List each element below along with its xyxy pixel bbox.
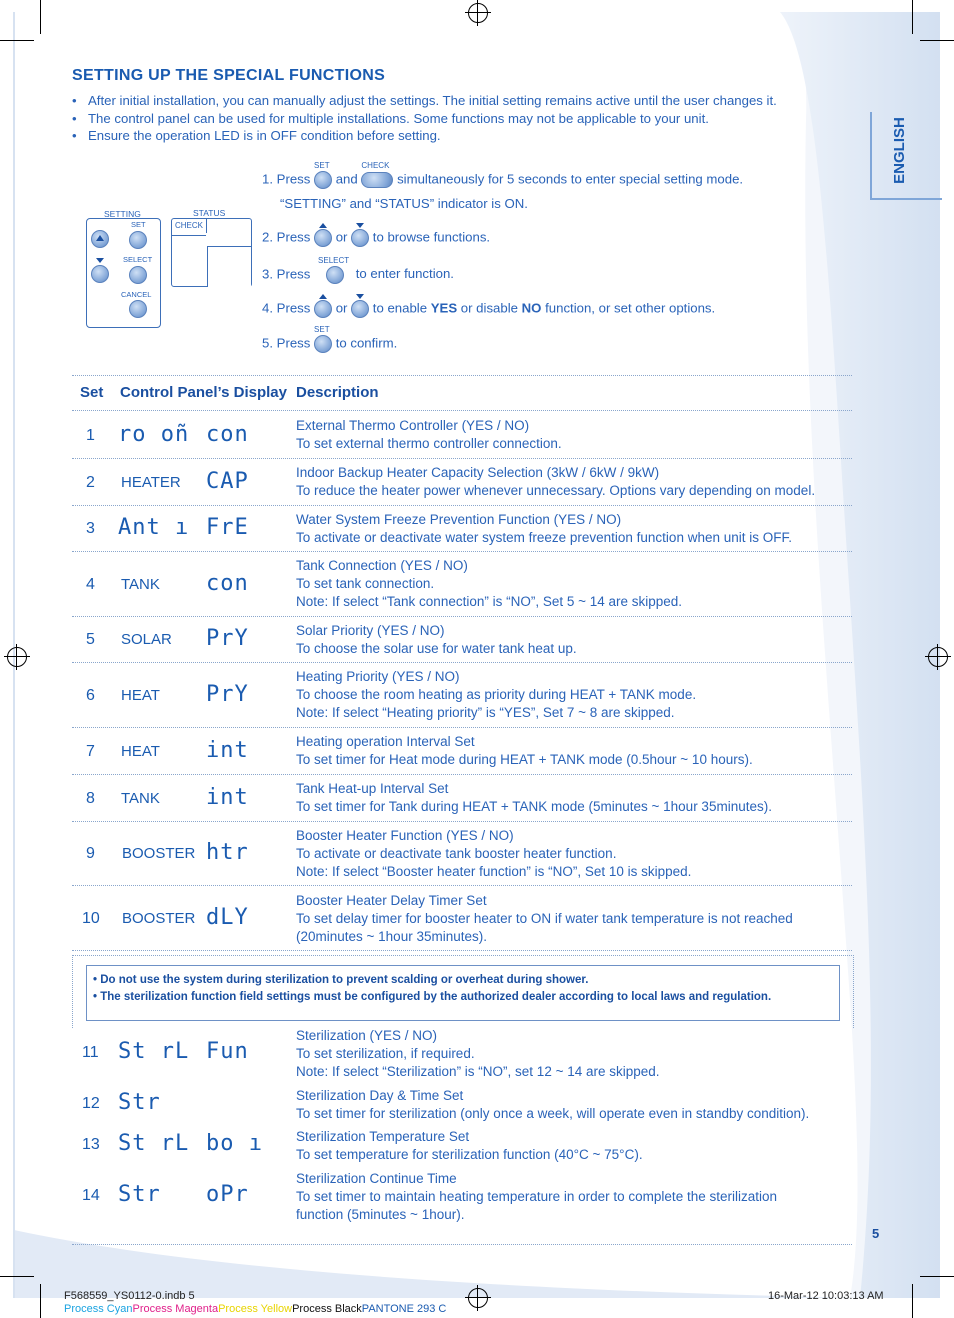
crop-mark-tr (920, 40, 954, 41)
panel-cancel-label: CANCEL (121, 290, 152, 299)
row-description (296, 892, 836, 946)
description-line: Booster Heater Delay Timer Set (296, 893, 487, 908)
description-line: To set timer for Heat mode during HEAT + TANK mode (0.5hour ~ 10 hours). (296, 752, 753, 767)
step-1-text-c: simultaneously for 5 seconds to enter special setting mode. (397, 171, 744, 187)
yes-label: YES (430, 300, 458, 316)
lcd-display-2: FrE (206, 515, 249, 540)
row-rule (72, 821, 852, 822)
col-header-description: Description (296, 384, 379, 401)
crop-mark-tr-v (912, 0, 913, 34)
row-description (296, 417, 836, 453)
warning-item: • The sterilization function field settings must be configured by the authorized dealer according to local laws and regulation. (93, 989, 839, 1006)
step-5 (262, 325, 398, 353)
page-number: 5 (872, 1226, 880, 1241)
lcd-display-1: Ant ı (118, 515, 190, 540)
set-button-icon (314, 335, 332, 353)
select-tiny-label: SELECT (318, 256, 350, 265)
description-line: Solar Priority (YES / NO) (296, 623, 445, 638)
lcd-display-1: St rL (118, 1039, 190, 1064)
step-4-text-b: or (335, 300, 348, 316)
check-button-icon (361, 172, 393, 188)
crop-mark-br (920, 1276, 954, 1277)
panel-down-button (91, 265, 109, 283)
step-2-text-c: to browse functions. (372, 229, 491, 245)
step-2-text-b: or (335, 229, 348, 245)
col-header-set: Set (80, 384, 104, 401)
description-line: To set tank connection. (296, 576, 435, 591)
lcd-display-1: ro oñ (118, 421, 190, 447)
table-top-rule (72, 375, 852, 376)
step-3-text-b: to enter function. (355, 266, 454, 282)
description-line: Note: If select “Booster heater function” is “NO”, Set 10 is skipped. (296, 864, 692, 879)
description-line: To reduce the heater power whenever unnecessary. Options vary depending on model. (296, 483, 816, 498)
description-line: External Thermo Controller (YES / NO) (296, 418, 530, 433)
panel-select-label: SELECT (123, 255, 153, 264)
mode-label: TANK (121, 789, 160, 807)
row-description (296, 1027, 836, 1081)
language-tab (870, 112, 942, 200)
registration-mark-left (7, 647, 27, 667)
up-button-icon (314, 300, 332, 318)
language-label: ENGLISH (890, 117, 908, 184)
col-header-display: Control Panel’s Display (120, 384, 287, 401)
description-line: Heating Priority (YES / NO) (296, 669, 460, 684)
crop-mark-bl (0, 1276, 34, 1277)
warning-item: • Do not use the system during sterilization to prevent scalding or overheat during shower. (93, 972, 839, 989)
description-line: To choose the solar use for water tank heat up. (296, 641, 577, 656)
step-4 (262, 300, 715, 318)
lcd-display-2: int (206, 784, 249, 810)
step-1-note: “SETTING” and “STATUS” indicator is ON. (280, 196, 528, 211)
description-line: To set sterilization, if required. (296, 1046, 475, 1061)
row-description (296, 557, 836, 611)
description-line: Sterilization Continue Time (296, 1171, 457, 1186)
panel-select-button (129, 266, 147, 284)
step-5-text-a: 5. Press (262, 335, 311, 351)
separation-cyan: Process Cyan (64, 1303, 133, 1315)
set-tiny-label: SET (314, 161, 330, 170)
mode-label: HEATER (121, 473, 181, 491)
row-description (296, 1087, 836, 1123)
step-4-text-e: function, or set other options. (545, 300, 716, 316)
mode-label: HEAT (121, 742, 160, 760)
crop-mark-tl (0, 40, 34, 41)
mode-label: BOOSTER (122, 845, 196, 862)
lcd-display-2: dLY (206, 905, 249, 930)
status-panel-inner (207, 246, 251, 287)
table-bottom-rule (72, 1244, 852, 1245)
description-line: Sterilization Temperature Set (296, 1129, 470, 1144)
no-label: NO (521, 300, 542, 316)
panel-check-label: CHECK (175, 221, 204, 230)
description-line: Note: If select “Tank connection” is “NO”, Set 5 ~ 14 are skipped. (296, 594, 683, 609)
row-rule (72, 950, 852, 951)
step-4-text-a: 4. Press (262, 300, 311, 316)
intro-bullet: • The control panel can be used for multiple installations. Some functions may not be applicable to your unit. (72, 110, 832, 128)
panel-up-button (91, 230, 109, 248)
set-number: 11 (82, 1044, 99, 1061)
step-4-text-c: to enable (372, 300, 428, 316)
description-line: function (5minutes ~ 1hour). (296, 1207, 465, 1222)
step-2-text-a: 2. Press (262, 229, 311, 245)
panel-status-label: STATUS (193, 208, 226, 218)
panel-setting-label: SETTING (104, 209, 141, 219)
lcd-display-2: bo ı (206, 1131, 263, 1156)
row-rule (72, 458, 852, 459)
description-line: To set delay timer for booster heater to ON if water tank temperature is not reached (296, 911, 793, 926)
description-line: Note: If select “Sterilization” is “NO”, set 12 ~ 14 are skipped. (296, 1064, 660, 1079)
sterilization-warning-box (86, 965, 840, 1021)
set-number: 13 (82, 1136, 100, 1153)
intro-bullet: • Ensure the operation LED is in OFF condition before setting. (72, 127, 832, 145)
lcd-display-2: con (206, 421, 249, 447)
row-description (296, 1170, 836, 1224)
description-line: Indoor Backup Heater Capacity Selection (3kW / 6kW / 9kW) (296, 465, 660, 480)
mode-label: SOLAR (121, 631, 172, 648)
panel-set-button (129, 231, 147, 249)
down-button-icon (351, 300, 369, 318)
description-line: To activate or deactivate tank booster heater function. (296, 846, 617, 861)
lcd-display-2: PrY (206, 681, 249, 707)
step-1-text-a: 1. Press (262, 171, 311, 187)
down-button-icon (351, 229, 369, 247)
description-line: Heating operation Interval Set (296, 734, 475, 749)
description-line: Tank Heat-up Interval Set (296, 781, 449, 796)
row-description (296, 733, 836, 769)
up-button-icon (314, 229, 332, 247)
row-rule (72, 885, 852, 886)
step-1 (262, 161, 744, 189)
row-description (296, 827, 836, 881)
step-3-text-a: 3. Press (262, 266, 311, 282)
row-description (296, 511, 836, 547)
separation-yellow: Process Yellow (218, 1303, 293, 1315)
set-number: 3 (86, 520, 95, 537)
lcd-display-2: Fun (206, 1039, 249, 1064)
separation-pantone: PANTONE 293 C (361, 1303, 447, 1315)
check-tiny-label: CHECK (361, 161, 390, 171)
set-number: 7 (86, 742, 95, 760)
footer-separations (64, 1303, 446, 1315)
table-header-rule (72, 410, 852, 411)
description-line: Note: If select “Heating priority” is “YES”, Set 7 ~ 8 are skipped. (296, 705, 675, 720)
step-5-text-b: to confirm. (335, 335, 398, 351)
row-description (296, 780, 836, 816)
panel-cancel-button (129, 300, 147, 318)
lcd-display-2: PrY (206, 626, 249, 651)
description-line: Water System Freeze Prevention Function (YES / NO) (296, 512, 622, 527)
row-description (296, 1128, 836, 1164)
lcd-display-1: Str (118, 1182, 161, 1207)
row-rule (72, 774, 852, 775)
set-number: 14 (82, 1187, 100, 1204)
set-number: 2 (86, 473, 95, 491)
description-line: (20minutes ~ 1hour 35minutes). (296, 929, 487, 944)
intro-bullet: • After initial installation, you can manually adjust the settings. The initial setting remains active until the user changes it. (72, 92, 832, 110)
lcd-display-2: htr (206, 840, 249, 865)
description-line: To choose the room heating as priority during HEAT + TANK mode. (296, 687, 697, 702)
description-line: To activate or deactivate water system freeze prevention function when unit is OFF. (296, 530, 792, 545)
registration-mark-top (468, 3, 488, 23)
lcd-display-2: int (206, 737, 249, 763)
step-4-text-d: or disable (460, 300, 518, 316)
description-line: Booster Heater Function (YES / NO) (296, 828, 514, 843)
description-line: To set timer to maintain heating temperature in order to complete the sterilization (296, 1189, 777, 1204)
separation-black: Process Black (292, 1303, 362, 1315)
description-line: To set temperature for sterilization function (40°C ~ 75°C). (296, 1147, 643, 1162)
registration-mark-bottom (468, 1288, 488, 1308)
step-1-text-b: and (335, 171, 358, 187)
description-line: To set external thermo controller connection. (296, 436, 562, 451)
row-rule (72, 662, 852, 663)
row-rule (72, 727, 852, 728)
intro-bullets (72, 92, 832, 145)
mode-label: BOOSTER (122, 910, 196, 927)
mode-label: TANK (121, 575, 160, 593)
row-description (296, 668, 836, 722)
select-button-icon (326, 266, 344, 284)
lcd-display-1: St rL (118, 1131, 190, 1156)
description-line: To set timer for sterilization (only once a week, will operate even in standby condition). (296, 1106, 810, 1121)
lcd-display-2: CAP (206, 468, 249, 494)
row-rule (72, 616, 852, 617)
section-title: SETTING UP THE SPECIAL FUNCTIONS (72, 67, 386, 84)
crop-mark-br-v (912, 1284, 913, 1318)
lcd-display-2: oPr (206, 1182, 249, 1207)
set-number: 4 (86, 575, 95, 593)
step-3 (262, 256, 454, 284)
crop-mark-tl-v (40, 0, 41, 34)
description-line: To set timer for Tank during HEAT + TANK mode (5minutes ~ 1hour 35minutes). (296, 799, 772, 814)
mode-label: HEAT (121, 686, 160, 704)
set-number: 1 (86, 426, 95, 444)
separation-magenta: Process Magenta (132, 1303, 219, 1315)
description-line: Tank Connection (YES / NO) (296, 558, 468, 573)
set-number: 9 (86, 845, 95, 862)
lcd-display-2: con (206, 570, 249, 596)
description-line: Sterilization (YES / NO) (296, 1028, 438, 1043)
footer-date: 16-Mar-12 10:03:13 AM (768, 1290, 884, 1302)
set-button-icon (314, 171, 332, 189)
crop-mark-bl-v (40, 1284, 41, 1318)
registration-mark-right (928, 647, 948, 667)
set-tiny-label: SET (314, 325, 330, 334)
set-number: 5 (86, 631, 95, 648)
step-2 (262, 229, 490, 247)
set-number: 10 (82, 910, 100, 927)
lcd-display-1: Str (118, 1090, 161, 1115)
row-description (296, 464, 836, 500)
row-rule (72, 505, 852, 506)
set-number: 12 (82, 1095, 100, 1112)
row-description (296, 622, 836, 658)
panel-set-label: SET (131, 220, 146, 229)
set-number: 8 (86, 789, 95, 807)
row-rule (72, 551, 852, 552)
footer-file: F568559_YS0112-0.indb 5 (64, 1290, 195, 1302)
set-number: 6 (86, 686, 95, 704)
description-line: Sterilization Day & Time Set (296, 1088, 464, 1103)
